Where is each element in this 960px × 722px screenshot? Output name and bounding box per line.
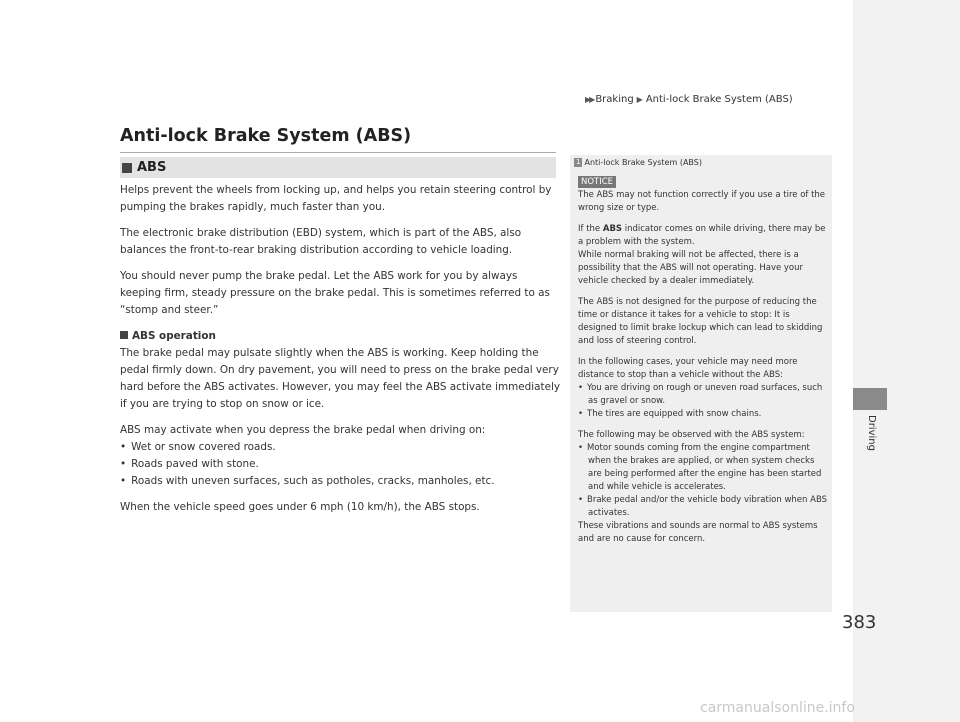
side-note-title [574, 158, 702, 167]
sub-heading [120, 328, 560, 345]
abs-indicator-label: ABS [602, 224, 623, 234]
watermark: carmanualsonline.info [700, 700, 855, 716]
body-paragraph: The brake pedal may pulsate slightly when the ABS is working. Keep holding the pedal firmly down. On dry pavement, you will need to press on the brake pedal very hard before the ABS activates. However, you may feel the ABS activate immediately if you are trying to stop on snow or ice. [120, 347, 560, 410]
square-bullet-icon [122, 163, 132, 173]
body-paragraph: You should never pump the brake pedal. Let the ABS work for you by always keeping firm, steady pressure on the brake pedal. This is sometimes referred to as “stomp and steer.” [120, 270, 550, 316]
side-paragraph: In the following cases, your vehicle may need more distance to stop than a vehicle without the ABS: [578, 357, 798, 380]
body-paragraph: Helps prevent the wheels from locking up, and helps you retain steering control by pumping the brakes rapidly, much faster than you. [120, 184, 552, 213]
breadcrumb-section[interactable]: Braking [595, 94, 634, 105]
breadcrumb-arrow-icon: ▶▶ [585, 95, 594, 104]
side-paragraph: If the ABS indicator comes on while driving, there may be a problem with the system. [578, 224, 826, 247]
main-body [120, 182, 560, 525]
page-number: 383 [842, 612, 877, 633]
bullet-list [578, 442, 828, 520]
section-header-label: ABS [137, 160, 167, 175]
side-note-body [578, 176, 828, 546]
sub-heading-label: ABS operation [132, 330, 216, 342]
side-note-label: Anti-lock Brake System (ABS) [584, 158, 702, 167]
section-header [120, 157, 556, 178]
body-paragraph: The electronic brake distribution (EBD) system, which is part of the ABS, also balances the front-to-rear braking distribution according to vehicle loading. [120, 227, 522, 256]
side-paragraph: The ABS may not function correctly if you use a tire of the wrong size or type. [578, 190, 826, 213]
list-item: • Motor sounds coming from the engine compartment when the brakes are applied, or when system checks are being performed after the engine has been started and while vehicle is accelerates. [578, 442, 828, 494]
side-paragraph: These vibrations and sounds are normal to ABS systems and are no cause for concern. [578, 521, 818, 544]
list-item: • Roads paved with stone. [120, 456, 560, 473]
breadcrumb [585, 94, 793, 105]
list-item: • Wet or snow covered roads. [120, 439, 560, 456]
body-paragraph: When the vehicle speed goes under 6 mph (10 km/h), the ABS stops. [120, 501, 480, 513]
breadcrumb-separator-icon: ▶ [636, 95, 643, 104]
bullet-list [578, 382, 828, 421]
side-paragraph: While normal braking will not be affected, there is a possibility that the ABS will not operating. Have your vehicle checked by a dealer immediately. [578, 250, 804, 286]
title-divider [120, 152, 556, 153]
side-paragraph: The ABS is not designed for the purpose of reducing the time or distance it takes for a vehicle to stop: It is designed to limit brake lockup which can lead to skidding and loss of steering control. [578, 297, 823, 346]
chapter-label: Driving [866, 415, 877, 451]
chapter-tab[interactable] [853, 388, 887, 410]
body-paragraph: ABS may activate when you depress the brake pedal when driving on: [120, 424, 486, 436]
list-item: • You are driving on rough or uneven road surfaces, such as gravel or snow. [578, 382, 828, 408]
breadcrumb-page: Anti-lock Brake System (ABS) [645, 94, 793, 105]
square-bullet-icon [120, 331, 128, 339]
page-title: Anti-lock Brake System (ABS) [120, 126, 412, 146]
bullet-list [120, 439, 560, 490]
list-item: • The tires are equipped with snow chains. [578, 408, 828, 421]
side-note-number: 1 [576, 158, 581, 166]
list-item: • Brake pedal and/or the vehicle body vibration when ABS activates. [578, 494, 828, 520]
side-paragraph: The following may be observed with the ABS system: [578, 430, 805, 440]
list-item: • Roads with uneven surfaces, such as potholes, cracks, manholes, etc. [120, 473, 560, 490]
notice-badge: NOTICE [578, 176, 616, 188]
